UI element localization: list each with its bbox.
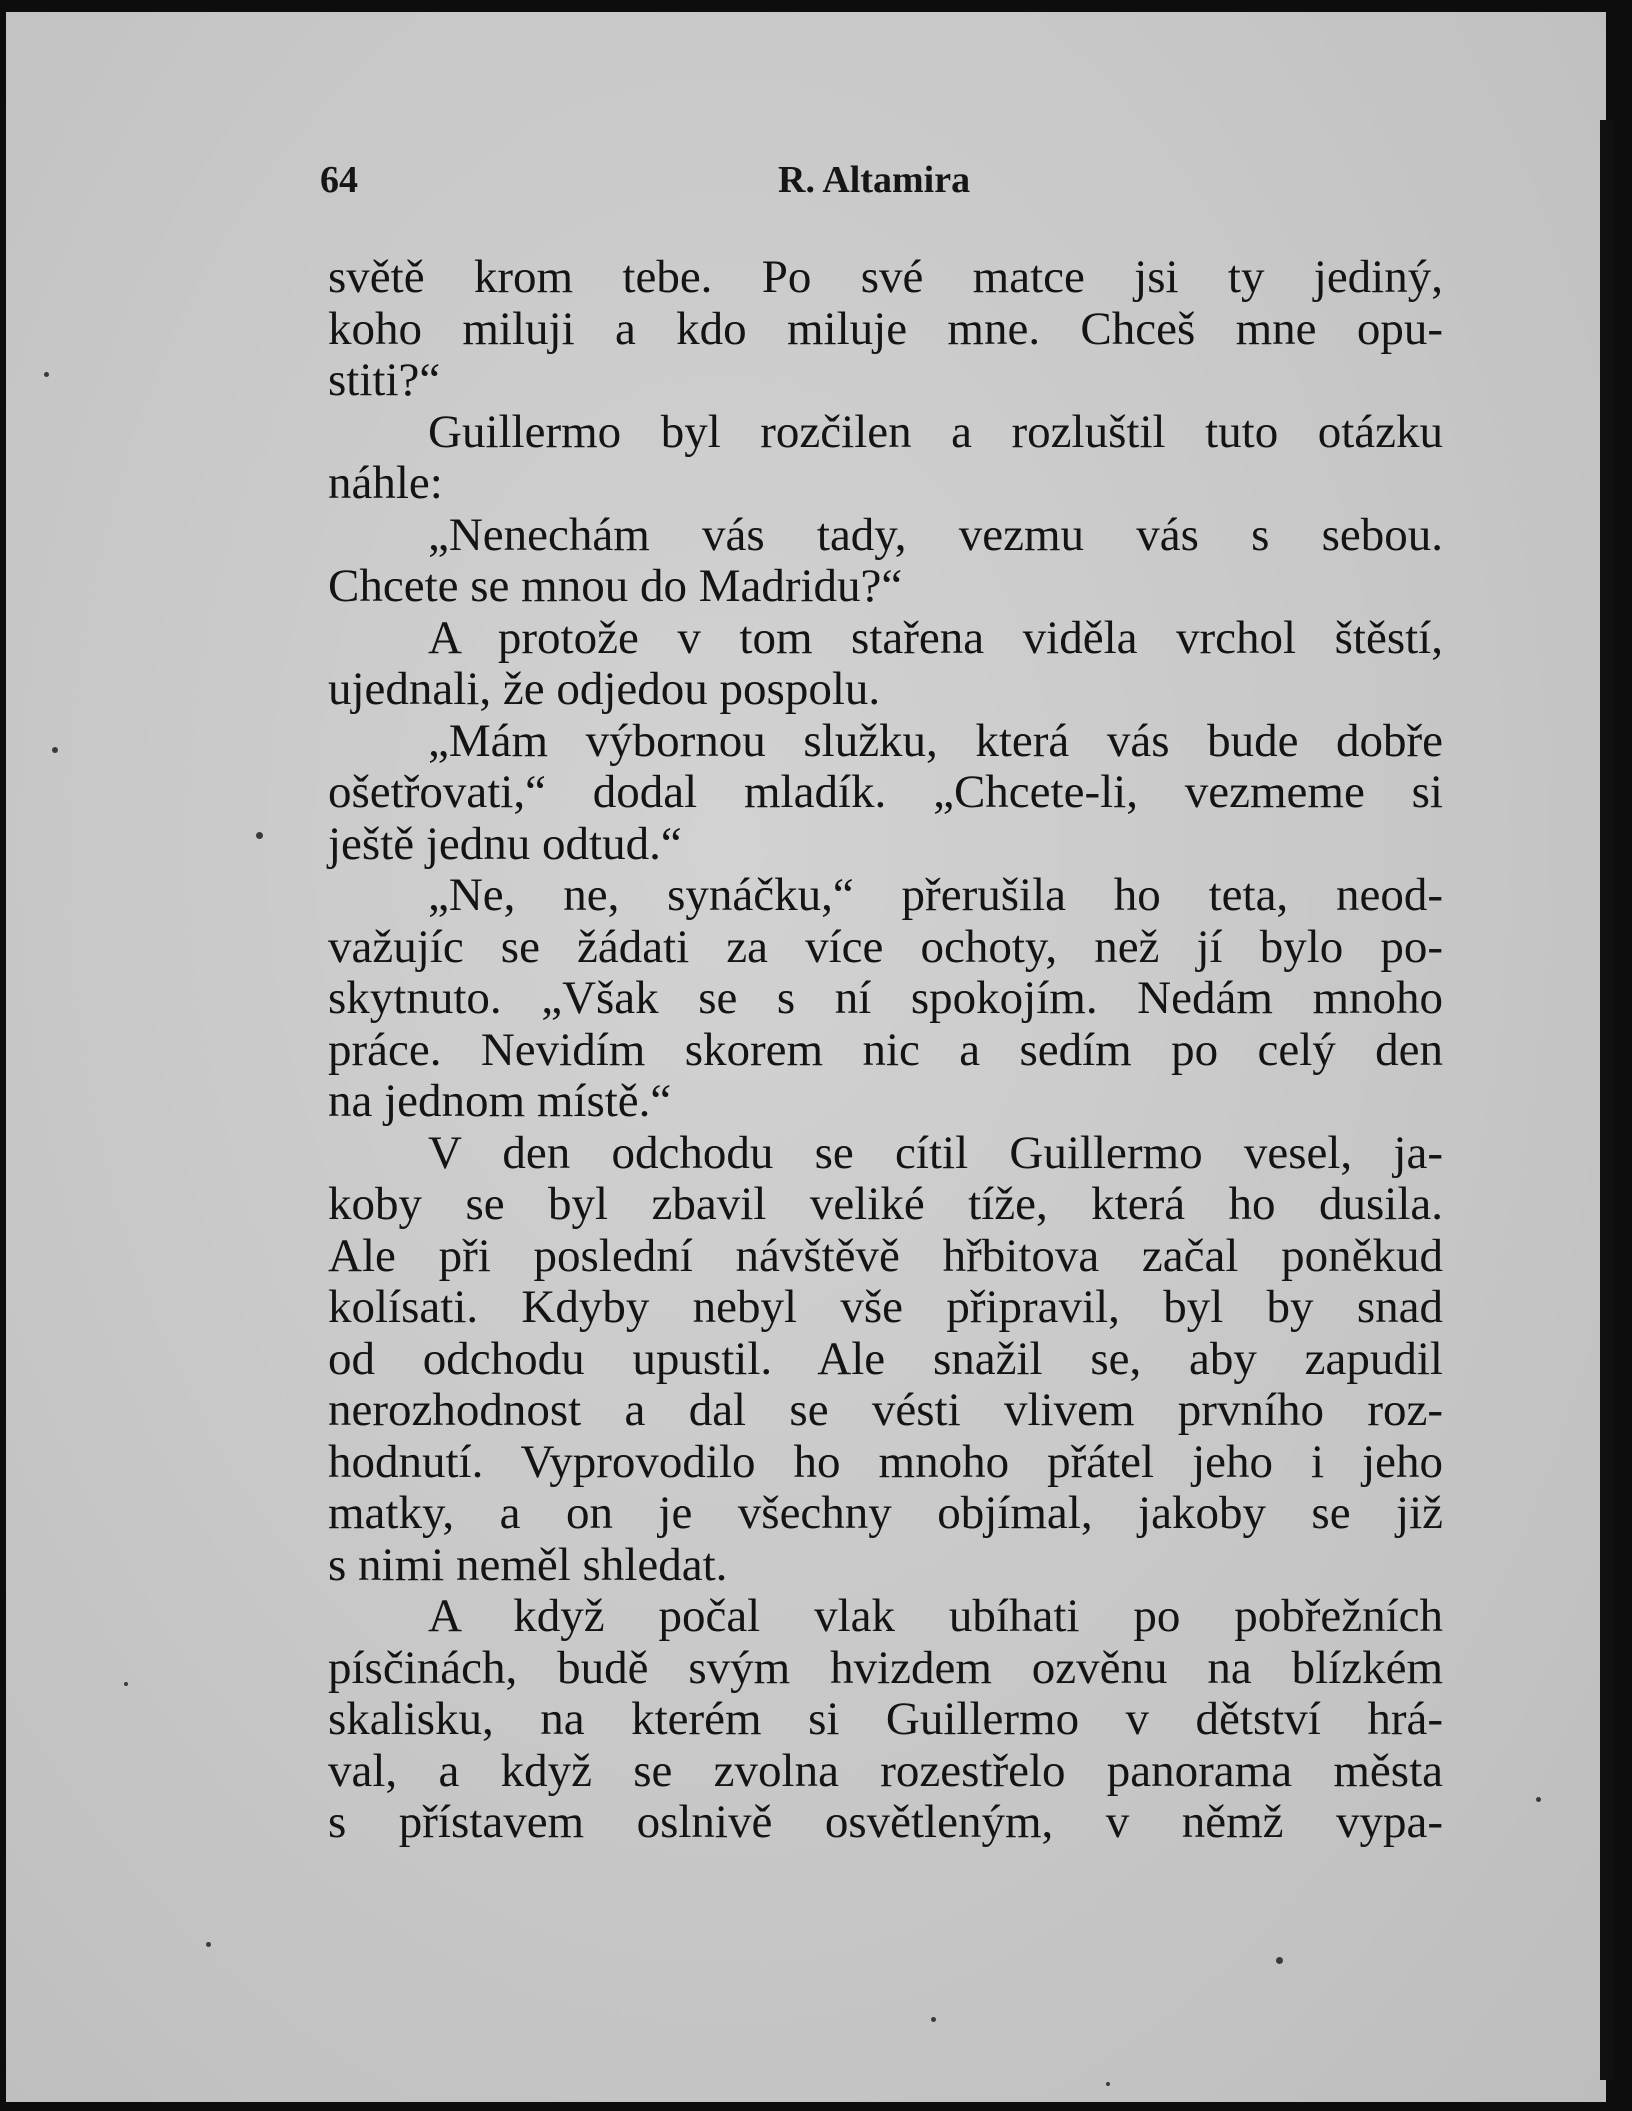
- running-title: R. Altamira: [778, 159, 971, 201]
- text-line: světě krom tebe. Po své matce jsi ty jediný,: [328, 251, 1443, 303]
- text-line: skalisku, na kterém si Guillermo v dětství hrá-: [328, 1693, 1443, 1745]
- page-edge-shadow: [1600, 120, 1614, 2080]
- text-line: matky, a on je všechny objímal, jakoby se již: [328, 1487, 1443, 1539]
- text-line: Ale při poslední návštěvě hřbitova začal poněkud: [328, 1229, 1443, 1282]
- text-line: val, a když se zvolna rozestřelo panorama města: [328, 1744, 1443, 1797]
- text-line: skytnuto. „Však se s ní spokojím. Nedám mnoho: [328, 972, 1443, 1024]
- text-line: V den odchodu se cítil Guillermo vesel, ja-: [428, 1126, 1443, 1179]
- text-line: s nimi neměl shledat.: [328, 1538, 728, 1591]
- text-line: ujednali, že odjedou pospolu.: [328, 663, 881, 715]
- page-number: 64: [320, 159, 358, 201]
- body-text: [328, 252, 1443, 1849]
- text-line: važujíc se žádati za více ochoty, než jí bylo po-: [328, 920, 1443, 973]
- text-line: „Ne, ne, synáčku,“ přerušila ho teta, neod-: [428, 869, 1443, 921]
- text-line: stiti?“: [328, 354, 441, 406]
- text-line: nerozhodnost a dal se vésti vlivem prvního roz-: [328, 1384, 1443, 1436]
- text-line: náhle:: [328, 457, 443, 509]
- text-line: „Mám výbornou služku, která vás bude dobře: [428, 714, 1443, 767]
- running-head: [320, 158, 1450, 218]
- text-line: Guillermo byl rozčilen a rozluštil tuto otázku: [428, 405, 1443, 458]
- text-line: práce. Nevidím skorem nic a sedím po celý den: [328, 1023, 1443, 1076]
- text-line: od odchodu upustil. Ale snažil se, aby zapudil: [328, 1332, 1443, 1385]
- text-line: koho miluji a kdo miluje mne. Chceš mne opu-: [328, 302, 1443, 355]
- text-line: ještě jednu odtud.“: [328, 817, 682, 870]
- text-line: kolísati. Kdyby nebyl vše připravil, byl by snad: [328, 1281, 1443, 1333]
- text-line: „Nenechám vás tady, vezmu vás s sebou.: [428, 508, 1443, 561]
- text-line: Chcete se mnou do Madridu?“: [328, 560, 903, 612]
- text-line: písčinách, budě svým hvizdem ozvěnu na blízkém: [328, 1641, 1443, 1694]
- text-line: koby se byl zbavil veliké tíže, která ho dusila.: [328, 1178, 1443, 1230]
- text-line: hodnutí. Vyprovodilo ho mnoho přátel jeho i jeho: [328, 1435, 1443, 1488]
- text-line: A protože v tom stařena viděla vrchol štěstí,: [428, 611, 1443, 664]
- text-line: A když počal vlak ubíhati po pobřežních: [428, 1590, 1443, 1642]
- text-line: s přístavem oslnivě osvětleným, v němž vypa-: [328, 1796, 1443, 1848]
- text-line: na jednom místě.“: [328, 1075, 672, 1127]
- text-line: ošetřovati,“ dodal mladík. „Chcete-li, vezmeme si: [328, 766, 1443, 818]
